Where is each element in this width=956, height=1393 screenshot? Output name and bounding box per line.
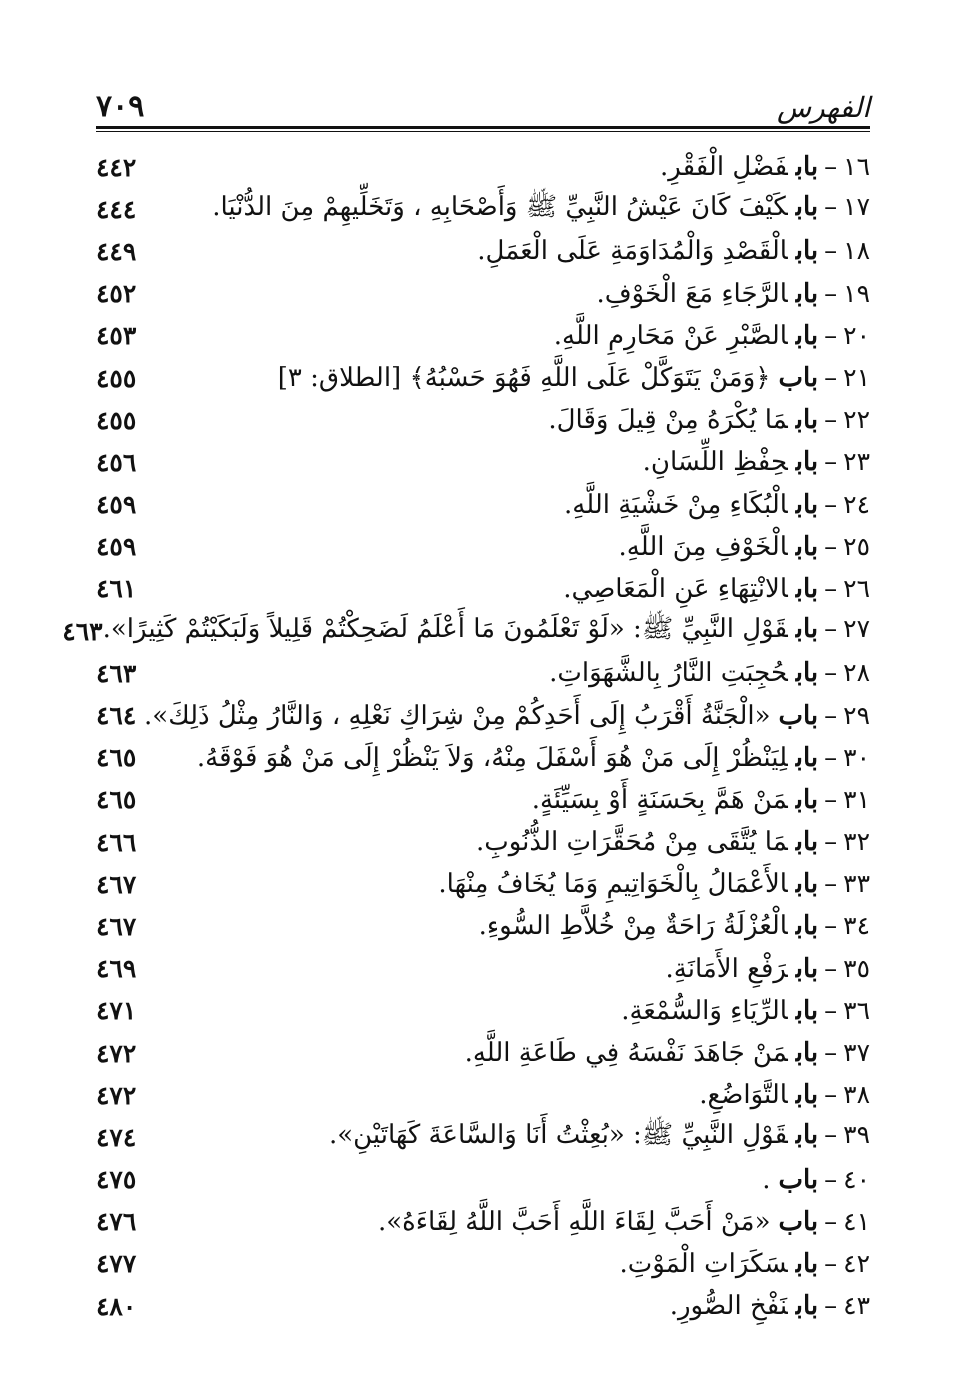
- toc-entry-title: الْعُزْلَةُ رَاحَةٌ مِنْ خُلاَّطِ السُّوءِ.: [478, 911, 788, 942]
- toc-entry-text: [197, 743, 870, 773]
- toc-entry-text: [477, 236, 870, 266]
- toc-entry-title: قَوْلِ النَّبِيِّ ﷺ: «لَوْ تَعْلَمُونَ مَا أَعْلَمُ لَضَحِكْتُمْ قَلِيلاً وَلَبَكَيْتُمْ كَثِيرًا».: [102, 614, 788, 645]
- toc-entry-title: مَا يُتَّقَى مِنْ مُحَقَّرَاتِ الذُّنُوبِ.: [475, 827, 788, 858]
- toc-entry-page: ٤٨٠: [96, 1291, 137, 1321]
- toc-entry-number: ٢٧: [843, 614, 870, 644]
- toc-entry-title: الرِّيَاءِ وَالسُّمْعَةِ.: [621, 995, 788, 1026]
- toc-entry-title: مَنْ هَمَّ بِحَسَنَةٍ أَوْ بِسَيِّئَةٍ.: [531, 784, 788, 815]
- toc-entry-keyword: باب: [795, 995, 819, 1026]
- toc-entry-text: [621, 996, 870, 1026]
- toc-entry-page: ٤٧٢: [96, 1080, 137, 1110]
- toc-entry-number: ٣٧: [843, 1038, 870, 1068]
- toc-entry-keyword: باب: [795, 573, 819, 604]
- toc-entry-dash: –: [824, 911, 838, 942]
- toc-entry-text: [666, 954, 870, 984]
- toc-entry-dash: –: [824, 1164, 838, 1195]
- toc-entry-page: ٤٤٤: [96, 194, 137, 224]
- toc-entry-keyword: باب: [795, 447, 819, 478]
- toc-entry-text: [660, 152, 870, 182]
- toc-entry-title: رَفْعِ الأَمَانَةِ.: [665, 953, 788, 984]
- toc-entry-text: [670, 1291, 870, 1321]
- toc-entry-text: [329, 1118, 870, 1156]
- toc-entry-dash: –: [824, 1291, 838, 1322]
- toc-entry-number: ٤٢: [843, 1248, 870, 1278]
- toc-entry-title: الْقَصْدِ وَالْمُدَاوَمَةِ عَلَى الْعَمَلِ.: [477, 236, 788, 267]
- toc-entry-number: ٣٨: [843, 1080, 870, 1110]
- toc-entry-text: [532, 785, 870, 815]
- toc-entry-number: ٢٤: [843, 489, 870, 519]
- toc-entry-number: ٢٣: [843, 447, 870, 477]
- toc-entry-title: الرَّجَاءِ مَعَ الْخَوْفِ.: [596, 278, 788, 309]
- toc-entry: [96, 1243, 870, 1285]
- toc-entry-page: ٤٥٢: [96, 279, 137, 309]
- toc-entry: [96, 273, 870, 315]
- toc-entry-text: [620, 1249, 870, 1279]
- toc-entry-dash: –: [824, 236, 838, 267]
- toc-entry-page: ٤٥٩: [96, 490, 137, 520]
- toc-entry-keyword: باب: [795, 658, 819, 689]
- toc-entry: [96, 694, 870, 736]
- toc-entry: [96, 315, 870, 357]
- toc-entry-keyword: باب: [795, 614, 819, 645]
- toc-entry: [96, 1201, 870, 1243]
- toc-entry-text: [378, 1207, 870, 1237]
- toc-entry-number: ٢٩: [843, 700, 870, 730]
- toc-entry-title: سَكَرَاتِ الْمَوْتِ.: [619, 1248, 788, 1279]
- toc-entry-number: ٤٠: [843, 1164, 870, 1194]
- toc-entry-title: فَضْلِ الْفَقْرِ.: [660, 152, 788, 183]
- toc-entry-text: [619, 532, 870, 562]
- toc-entry-page: ٤٧٧: [96, 1249, 137, 1279]
- toc-entry: [96, 1159, 870, 1201]
- toc-entry-keyword: باب: [795, 152, 819, 183]
- toc-entry: [96, 737, 870, 779]
- toc-entry-page: ٤٥٣: [96, 321, 137, 351]
- toc-entry-keyword: باب: [795, 827, 819, 858]
- toc-entry: [96, 146, 870, 188]
- toc-entry-page: ٤٧٦: [96, 1207, 137, 1237]
- toc-entry-title: الْبُكَاءِ مِنْ خَشْيَةِ اللَّهِ.: [564, 489, 788, 520]
- toc-entry-title: الصَّبْرِ عَنْ مَحَارِمِ اللَّهِ.: [553, 320, 788, 351]
- toc-entry-keyword: باب: [795, 1248, 819, 1279]
- toc-entry-keyword: باب: [795, 953, 819, 984]
- toc-entry: [96, 441, 870, 483]
- toc-entry-dash: –: [824, 278, 838, 309]
- toc-entry: [96, 188, 870, 230]
- toc-entry-keyword: باب: [795, 1080, 819, 1111]
- toc-entry-dash: –: [824, 1120, 838, 1151]
- toc-entry-number: ٣٣: [843, 869, 870, 899]
- toc-entry-text: [103, 612, 870, 650]
- toc-entry-text: [762, 1165, 870, 1195]
- toc-entry-page: ٤٦٦: [96, 827, 137, 857]
- toc-entry-title: الأَعْمَالُ بِالْخَوَاتِيمِ وَمَا يُخَافُ مِنْهَا.: [438, 869, 788, 900]
- toc-entry: [62, 610, 870, 652]
- toc-entry-page: ٤٦٥: [96, 785, 137, 815]
- toc-entry-page: ٤٥٩: [96, 532, 137, 562]
- toc-entry-text: [563, 574, 870, 604]
- page-header: [96, 78, 870, 124]
- toc-entry-number: ٢١: [843, 363, 870, 393]
- toc-entry-number: ٣٥: [843, 953, 870, 983]
- toc-entry-page: ٤٧٥: [96, 1165, 137, 1195]
- toc-entry-title: حُجِبَتِ النَّارُ بِالشَّهَوَاتِ.: [549, 658, 788, 689]
- toc-entry-number: ٢٠: [843, 320, 870, 350]
- toc-entry-dash: –: [824, 869, 838, 900]
- toc-entry-title: نَفْخِ الصُّورِ.: [669, 1291, 788, 1322]
- toc-entry-keyword: باب: [795, 320, 819, 351]
- toc-entry-dash: –: [824, 953, 838, 984]
- toc-entry-page: ٤٦١: [96, 574, 137, 604]
- toc-entry: [96, 230, 870, 272]
- toc-entry-keyword: باب: [795, 489, 819, 520]
- toc-entry-page: ٤٦٣: [96, 658, 137, 688]
- toc-entry-dash: –: [824, 192, 838, 223]
- toc-entry-text: [643, 447, 870, 477]
- toc-entry-keyword: باب: [778, 700, 819, 731]
- toc-entry-keyword: باب: [795, 278, 819, 309]
- toc-entry-dash: –: [824, 827, 838, 858]
- toc-entry-number: ٣٠: [843, 742, 870, 772]
- toc-entry: [96, 1116, 870, 1158]
- toc-entry-number: ٢٢: [843, 405, 870, 435]
- toc-entry-title: كَيْفَ كَانَ عَيْشُ النَّبِيِّ ﷺ وَأَصْحَابِهِ ، وَتَخَلِّيهِمْ مِنَ الدُّنْيَا.: [212, 192, 788, 223]
- toc-entry-page: ٤٧٤: [96, 1122, 137, 1152]
- toc-entry-title: الْخَوْفِ مِنَ اللَّهِ.: [618, 531, 788, 562]
- toc-entry-title: حِفْظِ اللِّسَانِ.: [642, 447, 788, 478]
- toc-entry-title: .: [762, 1164, 771, 1195]
- toc-entry-page: ٤٦٩: [96, 954, 137, 984]
- toc-entry-number: ٤١: [843, 1206, 870, 1236]
- toc-entry-text: [596, 279, 870, 309]
- toc-entry-title: لِيَنْظُرْ إِلَى مَنْ هُوَ أَسْفَلَ مِنْهُ، وَلاَ يَنْظُرْ إِلَى مَنْ هُوَ فَوْقَهُ.: [196, 742, 788, 773]
- toc-entry-number: ٤٣: [843, 1291, 870, 1321]
- toc-entry-keyword: باب: [778, 1206, 819, 1237]
- toc-entry-text: [278, 363, 870, 393]
- toc-entry-dash: –: [824, 573, 838, 604]
- toc-entry-number: ١٩: [843, 278, 870, 308]
- table-of-contents: [62, 146, 870, 1327]
- toc-entry-keyword: باب: [795, 236, 819, 267]
- toc-entry-number: ١٨: [843, 236, 870, 266]
- toc-entry-number: ١٦: [843, 152, 870, 182]
- toc-entry-page: ٤٧١: [96, 996, 137, 1026]
- toc-entry-page: ٤٧٢: [96, 1038, 137, 1068]
- toc-entry-text: [479, 911, 870, 941]
- toc-entry-page: ٤٦٣: [62, 616, 103, 646]
- toc-entry: [96, 821, 870, 863]
- toc-entry: [96, 863, 870, 905]
- toc-entry-dash: –: [824, 1248, 838, 1279]
- toc-entry-page: ٤٥٥: [96, 405, 137, 435]
- toc-entry-text: [476, 827, 870, 857]
- toc-entry-keyword: باب: [795, 531, 819, 562]
- toc-entry-title: مَنْ جَاهَدَ نَفْسَهُ فِي طَاعَةِ اللَّهِ.: [464, 1038, 788, 1069]
- toc-entry-title: قَوْلِ النَّبِيِّ ﷺ: «بُعِثْتُ أَنَا وَالسَّاعَةَ كَهَاتَيْنِ».: [328, 1120, 788, 1151]
- toc-entry: [96, 652, 870, 694]
- toc-entry-title: الانْتِهَاءِ عَنِ الْمَعَاصِي.: [563, 573, 788, 604]
- toc-entry-title: «الْجَنَّةُ أَقْرَبُ إِلَى أَحَدِكُمْ مِنْ شِرَاكِ نَعْلِهِ ، وَالنَّارُ مِثْلُ ذَلِكَ».: [144, 700, 771, 731]
- toc-entry-dash: –: [824, 405, 838, 436]
- toc-entry-keyword: باب: [778, 363, 819, 394]
- toc-entry-text: [554, 321, 870, 351]
- toc-entry-page: ٤٤٩: [96, 236, 137, 266]
- toc-entry: [96, 905, 870, 947]
- toc-entry-dash: –: [824, 995, 838, 1026]
- toc-entry-number: ٢٦: [843, 573, 870, 603]
- toc-entry-text: [465, 1038, 870, 1068]
- toc-entry-text: [212, 190, 870, 228]
- toc-entry-page: ٤٤٢: [96, 152, 137, 182]
- toc-entry-number: ٣٩: [843, 1120, 870, 1150]
- toc-entry: [96, 1285, 870, 1327]
- toc-entry-keyword: باب: [795, 869, 819, 900]
- toc-entry-dash: –: [824, 152, 838, 183]
- toc-entry: [96, 399, 870, 441]
- toc-entry: [96, 1074, 870, 1116]
- toc-entry-keyword: باب: [795, 742, 819, 773]
- toc-entry-dash: –: [824, 489, 838, 520]
- toc-entry: [96, 568, 870, 610]
- toc-entry: [96, 779, 870, 821]
- toc-entry-number: ٢٥: [843, 531, 870, 561]
- toc-entry-title: ﴿وَمَنْ يَتَوَكَّلْ عَلَى اللَّهِ فَهُوَ حَسْبُهُ﴾ [الطلاق: ٣]: [277, 363, 771, 394]
- toc-entry-text: [699, 1080, 870, 1110]
- toc-entry-page: ٤٦٤: [96, 701, 137, 731]
- running-title: الفهرس: [776, 91, 870, 124]
- toc-entry-keyword: باب: [795, 1120, 819, 1151]
- toc-entry-dash: –: [824, 447, 838, 478]
- toc-entry-dash: –: [824, 1038, 838, 1069]
- toc-entry-keyword: باب: [795, 784, 819, 815]
- toc-entry-number: ١٧: [843, 192, 870, 222]
- toc-entry-keyword: باب: [795, 405, 819, 436]
- toc-entry-dash: –: [824, 784, 838, 815]
- toc-entry-keyword: باب: [795, 911, 819, 942]
- toc-entry-keyword: باب: [795, 1038, 819, 1069]
- toc-entry-page: ٤٦٧: [96, 911, 137, 941]
- toc-entry: [96, 484, 870, 526]
- toc-entry: [96, 526, 870, 568]
- header-rule-thin: [96, 131, 870, 132]
- toc-entry-number: ٢٨: [843, 658, 870, 688]
- toc-entry-dash: –: [824, 614, 838, 645]
- header-rule-thick: [96, 126, 870, 129]
- toc-entry-dash: –: [824, 320, 838, 351]
- toc-entry-page: ٤٥٦: [96, 447, 137, 477]
- toc-entry-text: [564, 490, 870, 520]
- toc-entry-page: ٤٦٧: [96, 869, 137, 899]
- toc-entry: [96, 948, 870, 990]
- toc-entry-dash: –: [824, 1206, 838, 1237]
- toc-entry-dash: –: [824, 742, 838, 773]
- toc-entry-text: [144, 701, 870, 731]
- page-number: ٧٠٩: [96, 89, 145, 124]
- toc-entry-dash: –: [824, 363, 838, 394]
- toc-entry-text: [548, 405, 870, 435]
- toc-entry-number: ٣٦: [843, 995, 870, 1025]
- toc-entry: [96, 1032, 870, 1074]
- toc-entry-dash: –: [824, 531, 838, 562]
- toc-entry: [96, 990, 870, 1032]
- toc-entry-page: ٤٥٥: [96, 363, 137, 393]
- toc-entry-page: ٤٦٥: [96, 743, 137, 773]
- toc-entry-dash: –: [824, 658, 838, 689]
- toc-entry-keyword: باب: [778, 1164, 819, 1195]
- toc-entry-keyword: باب: [795, 1291, 819, 1322]
- toc-entry-text: [438, 869, 870, 899]
- toc-entry-number: ٣٢: [843, 827, 870, 857]
- toc-entry-number: ٣٤: [843, 911, 870, 941]
- toc-entry-dash: –: [824, 700, 838, 731]
- toc-entry-title: التَّوَاضُعِ.: [699, 1080, 788, 1111]
- toc-entry-title: مَا يُكْرَهُ مِنْ قِيلَ وَقَالَ.: [548, 405, 788, 436]
- toc-entry-text: [549, 658, 870, 688]
- toc-entry-dash: –: [824, 1080, 838, 1111]
- toc-entry-title: «مَنْ أَحَبَّ لِقَاءَ اللَّهِ أَحَبَّ اللَّهُ لِقَاءَهُ».: [378, 1206, 771, 1237]
- toc-entry-keyword: باب: [795, 192, 819, 223]
- toc-entry: [96, 357, 870, 399]
- toc-entry-number: ٣١: [843, 784, 870, 814]
